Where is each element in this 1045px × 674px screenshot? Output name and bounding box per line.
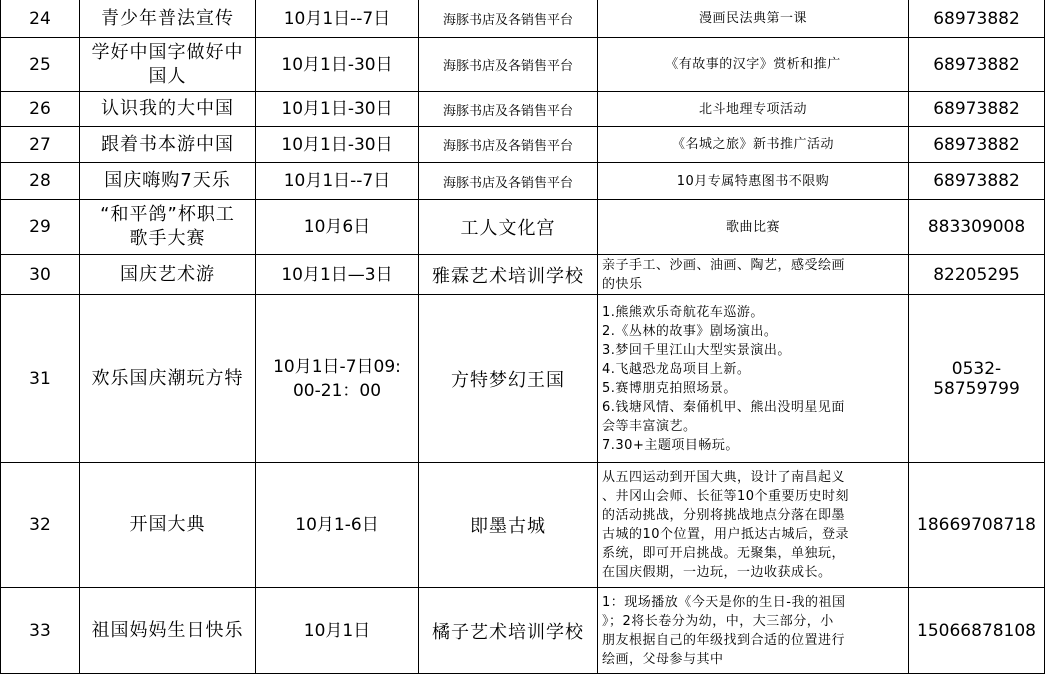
activity-content-cell (598, 463, 909, 588)
activity-name-cell (80, 588, 256, 674)
activity-place-cell: 雅霖艺术培训学校 (419, 255, 598, 295)
activity-content-cell-line: 的活动挑战，分别将挑战地点分落在即墨 (602, 508, 846, 523)
activity-date-cell-line: 10月1日--7日 (283, 171, 391, 191)
contact-phone-cell: 82205295 (909, 255, 1045, 295)
table-row (1, 127, 1045, 163)
activity-place-cell: 海豚书店及各销售平台 (419, 127, 598, 163)
table-row (1, 255, 1045, 295)
activity-name-cell (80, 38, 256, 92)
contact-phone-cell: 68973882 (909, 163, 1045, 200)
activity-date-cell (256, 0, 419, 38)
activity-content-cell-line: 5.赛博朋克拍照场景。 (602, 380, 737, 396)
activity-name-cell (80, 295, 256, 463)
activity-name-cell-line: “和平鸽”杯职工 (100, 204, 235, 225)
row-number-cell: 26 (1, 92, 80, 127)
activity-content-cell (598, 588, 909, 674)
activity-content-cell-line: 《有故事的汉字》赏析和推广 (665, 57, 841, 72)
contact-phone-cell: 68973882 (909, 92, 1045, 127)
row-number-cell: 32 (1, 463, 80, 588)
table-row (1, 588, 1045, 674)
activity-content-cell-line: 在国庆假期，一边玩，一边收获成长。 (602, 565, 832, 580)
contact-phone-cell: 883309008 (909, 200, 1045, 255)
activity-date-cell-line: 10月1日-30日 (281, 54, 393, 75)
activity-date-cell-line: 10月1日--7日 (283, 8, 391, 29)
activity-name-cell (80, 127, 256, 163)
activity-content-cell-line: 2.《丛林的故事》剧场演出。 (602, 323, 778, 339)
activity-name-cell-line: 认识我的大中国 (101, 98, 234, 119)
activity-content-cell (598, 163, 909, 200)
activity-content-cell-line: 古城的10个位置，用户抵达古城后，登录 (602, 527, 850, 542)
activity-content-cell (598, 127, 909, 163)
activity-date-cell-line: 10月6日 (303, 217, 371, 237)
table-row (1, 92, 1045, 127)
activity-content-cell-line: 7.30+主题项目畅玩。 (602, 437, 739, 453)
activity-name-cell (80, 200, 256, 255)
activity-name-cell-line: 国庆嗨购7天乐 (104, 170, 231, 191)
activity-date-cell (256, 295, 419, 463)
row-number-cell: 28 (1, 163, 80, 200)
activity-date-cell (256, 163, 419, 200)
activity-date-cell (256, 463, 419, 588)
activity-content-cell-line: 1.熊熊欢乐奇航花车巡游。 (602, 304, 764, 320)
activity-date-cell (256, 127, 419, 163)
activity-date-cell (256, 200, 419, 255)
activity-date-cell-line: 10月1日—3日 (281, 264, 393, 285)
activity-content-cell (598, 295, 909, 463)
activity-date-cell (256, 588, 419, 674)
activity-place-cell: 橘子艺术培训学校 (419, 588, 598, 674)
activity-place-cell: 海豚书店及各销售平台 (419, 163, 598, 200)
activity-name-cell-line: 青少年普法宣传 (101, 7, 234, 29)
activity-name-cell-line: 学好中国字做好中 (91, 41, 244, 63)
activity-name-cell-line: 国庆艺术游 (120, 263, 215, 285)
contact-phone-cell: 18669708718 (909, 463, 1045, 588)
table-row (1, 38, 1045, 92)
activity-content-cell (598, 200, 909, 255)
contact-phone-cell: 0532-58759799 (909, 295, 1045, 463)
activity-place-cell: 工人文化宫 (419, 200, 598, 255)
row-number-cell: 25 (1, 38, 80, 92)
contact-phone-cell: 68973882 (909, 38, 1045, 92)
activity-content-cell-line: 从五四运动到开国大典，设计了南昌起义 (602, 470, 846, 485)
activity-content-cell-line: 系统，即可开启挑战。无聚集，单独玩， (602, 546, 846, 561)
activity-date-cell (256, 92, 419, 127)
activity-content-cell-line: 绘画，父母参与其中 (602, 651, 724, 667)
activity-date-cell-line: 10月1日-7日09: (273, 356, 401, 377)
activity-name-cell-line: 欢乐国庆潮玩方特 (91, 367, 244, 389)
activity-place-cell: 海豚书店及各销售平台 (419, 0, 598, 38)
activity-place-cell: 方特梦幻王国 (419, 295, 598, 463)
activity-date-cell (256, 255, 419, 295)
row-number-cell: 33 (1, 588, 80, 674)
table-row (1, 163, 1045, 200)
row-number-cell: 31 (1, 295, 80, 463)
activity-name-cell (80, 163, 256, 200)
contact-phone-cell: 68973882 (909, 127, 1045, 163)
activity-name-cell-line: 跟着书本游中国 (101, 133, 234, 155)
row-number-cell: 29 (1, 200, 80, 255)
activity-content-cell-line: 4.飞越恐龙岛项目上新。 (602, 361, 751, 377)
activity-name-cell-line: 开国大典 (129, 514, 206, 535)
activity-content-cell (598, 0, 909, 38)
activity-content-cell-line: 漫画民法典第一课 (698, 11, 807, 26)
activity-date-cell-line: 00-21：00 (292, 380, 382, 401)
table-row (1, 200, 1045, 255)
activity-name-cell (80, 255, 256, 295)
contact-phone-cell: 15066878108 (909, 588, 1045, 674)
activity-date-cell-line: 10月1-6日 (295, 515, 379, 535)
contact-phone-cell: 68973882 (909, 0, 1045, 38)
activity-content-cell-line: 6.钱塘风情、秦俑机甲、熊出没明星见面 (602, 399, 845, 415)
activity-place-cell: 海豚书店及各销售平台 (419, 92, 598, 127)
activity-content-cell-line: 、井冈山会师、长征等10个重要历史时刻 (602, 489, 850, 504)
table-row (1, 0, 1045, 38)
activity-content-cell-line: 朋友根据自己的年级找到合适的位置进行 (602, 632, 846, 648)
activity-name-cell (80, 463, 256, 588)
activity-name-cell (80, 92, 256, 127)
activity-date-cell-line: 10月1日-30日 (281, 134, 393, 155)
table-row (1, 295, 1045, 463)
activity-content-cell-line: 》；2将长卷分为幼，中，大三部分，小 (602, 613, 834, 629)
activity-place-cell: 即墨古城 (419, 463, 598, 588)
activity-place-cell: 海豚书店及各销售平台 (419, 38, 598, 92)
row-number-cell: 24 (1, 0, 80, 38)
activity-content-cell (598, 255, 909, 295)
activity-name-cell-line: 祖国妈妈生日快乐 (91, 619, 244, 641)
activity-content-cell-line: 10月专属特惠图书不限购 (676, 173, 830, 189)
activity-content-cell-line: 3.梦回千里江山大型实景演出。 (602, 342, 791, 358)
activity-content-cell-line: 1：现场播放《今天是你的生日-我的祖国 (602, 594, 846, 610)
activity-name-cell-line: 歌手大赛 (129, 228, 206, 249)
row-number-cell: 27 (1, 127, 80, 163)
activity-date-cell-line: 10月1日 (303, 620, 371, 641)
activity-content-cell (598, 38, 909, 92)
activity-content-cell-line: 的快乐 (602, 276, 643, 292)
activity-name-cell-line: 国人 (148, 65, 187, 87)
activity-content-cell-line: 会等丰富演艺。 (602, 418, 697, 434)
activity-date-cell-line: 10月1日-30日 (281, 99, 393, 119)
activity-content-cell (598, 92, 909, 127)
activity-name-cell (80, 0, 256, 38)
activity-date-cell (256, 38, 419, 92)
activity-content-cell-line: 北斗地理专项活动 (698, 101, 807, 117)
activity-content-cell-line: 亲子手工、沙画、油画、陶艺，感受绘画 (602, 257, 846, 273)
table-row (1, 463, 1045, 588)
row-number-cell: 30 (1, 255, 80, 295)
activity-content-cell-line: 歌曲比赛 (725, 219, 780, 235)
activity-content-cell-line: 《名城之旅》新书推广活动 (671, 137, 834, 152)
